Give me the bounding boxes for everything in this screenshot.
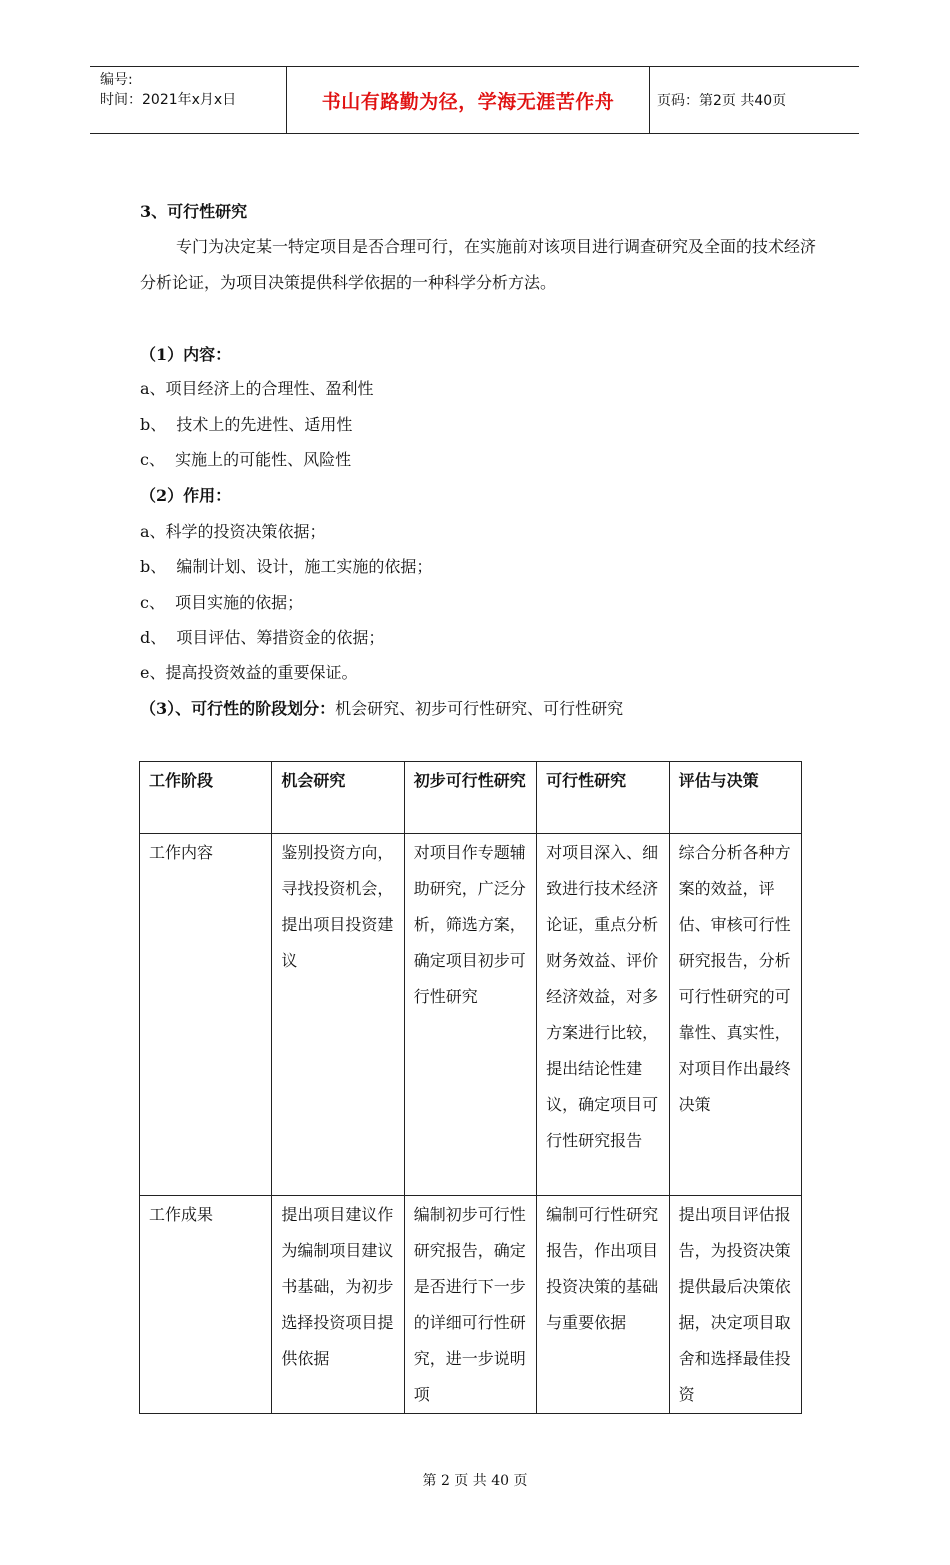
table-cell: 对项目作专题辅助研究，广泛分析，筛选方案，确定项目初步可行性研究 xyxy=(404,834,536,1196)
header-page-cell xyxy=(649,67,859,133)
header-date: 时间：2021年x月x日 xyxy=(100,92,237,108)
table-header-row xyxy=(140,762,802,834)
table-header-cell: 可行性研究 xyxy=(537,762,669,834)
stage-heading-list: 机会研究、初步可行性研究、可行性研究 xyxy=(335,699,624,718)
content-item: a、项目经济上的合理性、盈利性 xyxy=(140,379,374,398)
header-motto-cell xyxy=(286,67,650,133)
table-cell: 综合分析各种方案的效益，评估、审核可行性研究报告，分析可行性研究的可靠性、真实性，对项目作出最终决策 xyxy=(669,834,801,1196)
intro-paragraph: 专门为决定某一特定项目是否合理可行，在实施前对该项目进行调查研究及全面的技术经济分析论证，为项目决策提供科学依据的一种科学分析方法。 xyxy=(140,237,817,292)
content-heading: （1）内容： xyxy=(140,345,232,364)
table-cell: 编制可行性研究报告，作出项目投资决策的基础与重要依据 xyxy=(537,1196,669,1414)
table-header-cell: 评估与决策 xyxy=(669,762,801,834)
role-item: e、提高投资效益的重要保证。 xyxy=(140,663,358,682)
table-cell: 编制初步可行性研究报告，确定是否进行下一步的详细可行性研究，进一步说明项 xyxy=(404,1196,536,1414)
role-item: a、科学的投资决策依据； xyxy=(140,522,326,541)
header-number-label: 编号: xyxy=(100,72,133,88)
content-item: c、 实施上的可能性、风险性 xyxy=(140,450,352,469)
table-row xyxy=(140,1196,802,1414)
table-cell: 提出项目建议作为编制项目建议书基础，为初步选择投资项目提供依据 xyxy=(272,1196,404,1414)
page-footer: 第 2 页 共 40 页 xyxy=(422,1473,528,1489)
table-cell: 提出项目评估报告，为投资决策提供最后决策依据，决定项目取舍和选择最佳投资 xyxy=(669,1196,801,1414)
role-item: c、 项目实施的依据； xyxy=(140,593,304,612)
role-item: b、 编制计划、设计，施工实施的依据； xyxy=(140,557,433,576)
table-cell: 工作内容 xyxy=(140,834,272,1196)
content-item: b、 技术上的先进性、适用性 xyxy=(140,415,353,434)
page-header xyxy=(90,66,859,134)
table-cell: 对项目深入、细致进行技术经济论证，重点分析财务效益、评价经济效益，对多方案进行比较，提出结论性建议，确定项目可行性研究报告 xyxy=(537,834,669,1196)
table-cell: 工作成果 xyxy=(140,1196,272,1414)
stage-heading xyxy=(140,696,623,719)
stage-table xyxy=(139,761,802,1414)
role-item: d、 项目评估、筹措资金的依据； xyxy=(140,628,385,647)
stage-heading-label: （3）、可行性的阶段划分： xyxy=(140,699,336,718)
table-header-cell: 机会研究 xyxy=(272,762,404,834)
header-page-info: 页码：第2页 共40页 xyxy=(657,93,787,109)
role-heading: （2）作用： xyxy=(140,486,232,505)
table-header-cell: 工作阶段 xyxy=(140,762,272,834)
header-motto: 书山有路勤为径，学海无涯苦作舟 xyxy=(321,90,615,113)
table-cell: 鉴别投资方向，寻找投资机会，提出项目投资建议 xyxy=(272,834,404,1196)
table-header-cell: 初步可行性研究 xyxy=(404,762,536,834)
section-title: 3、可行性研究 xyxy=(140,202,248,221)
header-meta xyxy=(90,67,286,133)
table-row xyxy=(140,834,802,1196)
